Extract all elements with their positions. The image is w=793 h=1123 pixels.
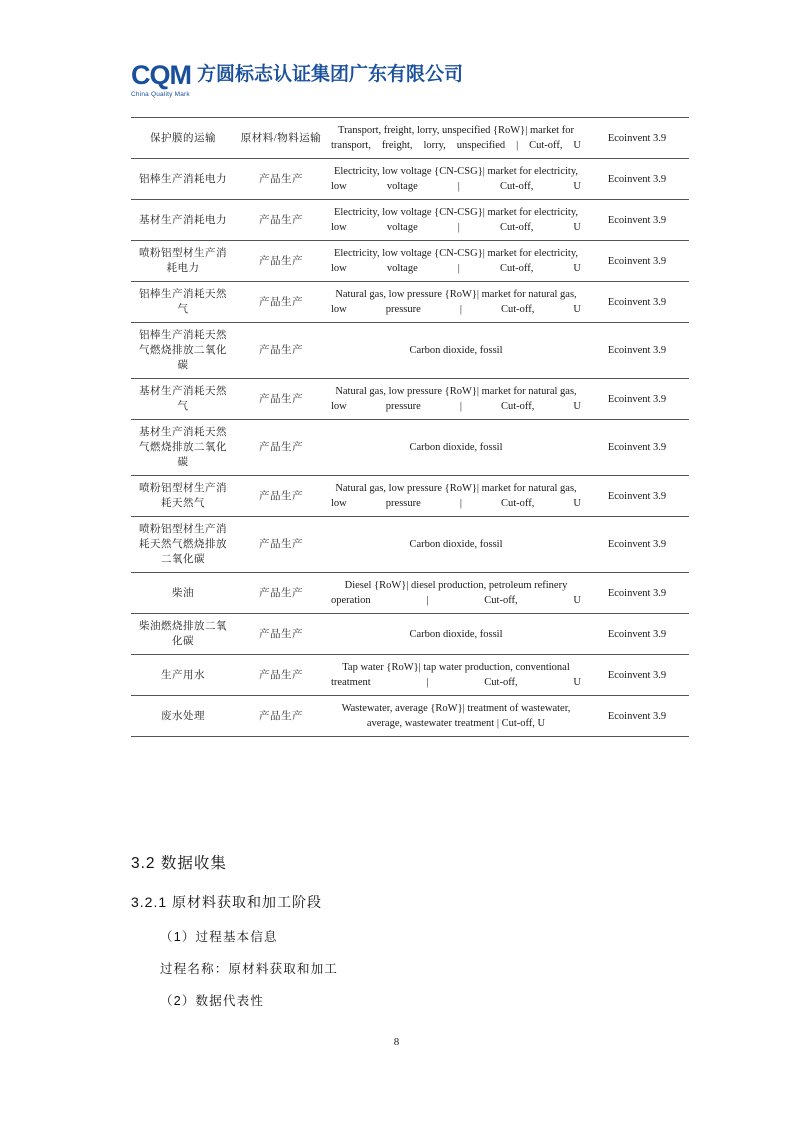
section-heading-3-2-1: 3.2.1 原材料获取和加工阶段 [131,894,323,910]
cell-source: Ecoinvent 3.9 [585,200,689,241]
cell-source: Ecoinvent 3.9 [585,573,689,614]
cell-dataset: Natural gas, low pressure {RoW}| market for natural gas, low pressure | Cut-off, U [327,379,585,420]
table-row [131,696,689,737]
cell-source: Ecoinvent 3.9 [585,655,689,696]
data-source-table [131,117,689,737]
table-row [131,614,689,655]
cell-name: 喷粉铝型材生产消耗天然气燃烧排放二氧化碳 [131,517,235,573]
table-row [131,118,689,159]
table-row [131,379,689,420]
cell-stage: 产品生产 [235,696,327,737]
cell-dataset: Carbon dioxide, fossil [327,323,585,379]
cell-name: 基材生产消耗天然气燃烧排放二氧化碳 [131,420,235,476]
cell-dataset: Carbon dioxide, fossil [327,420,585,476]
cqm-logo [131,62,191,98]
table-row [131,573,689,614]
document-header [131,62,463,98]
paragraph-process-name: 过程名称：原材料获取和加工 [160,962,339,976]
cell-dataset: Transport, freight, lorry, unspecified {RoW}| market for transport, freight, lorry, unspecified | Cut-off, U [327,118,585,159]
cell-name: 保护膜的运输 [131,118,235,159]
cell-name: 喷粉铝型材生产消耗电力 [131,241,235,282]
cell-stage: 产品生产 [235,323,327,379]
table-body [131,118,689,737]
cell-stage: 产品生产 [235,573,327,614]
cell-name: 基材生产消耗天然气 [131,379,235,420]
cell-source: Ecoinvent 3.9 [585,282,689,323]
cell-source: Ecoinvent 3.9 [585,614,689,655]
cell-dataset: Electricity, low voltage {CN-CSG}| market for electricity, low voltage | Cut-off, U [327,159,585,200]
paragraph-process-info: （1）过程基本信息 [160,930,278,944]
cell-name: 柴油 [131,573,235,614]
cell-name: 铝棒生产消耗电力 [131,159,235,200]
page-number: 8 [393,1036,400,1048]
table-row [131,517,689,573]
cell-stage: 产品生产 [235,517,327,573]
cell-stage: 产品生产 [235,420,327,476]
cell-source: Ecoinvent 3.9 [585,517,689,573]
table-row [131,159,689,200]
cell-name: 铝棒生产消耗天然气燃烧排放二氧化碳 [131,323,235,379]
cell-name: 喷粉铝型材生产消耗天然气 [131,476,235,517]
cell-name: 铝棒生产消耗天然气 [131,282,235,323]
cell-stage: 产品生产 [235,282,327,323]
cell-source: Ecoinvent 3.9 [585,476,689,517]
table-row [131,420,689,476]
logo-subtitle: China Quality Mark [131,91,190,98]
table-row [131,476,689,517]
data-source-table-wrapper [131,117,667,737]
cell-stage: 产品生产 [235,379,327,420]
cell-source: Ecoinvent 3.9 [585,696,689,737]
cell-name: 基材生产消耗电力 [131,200,235,241]
cell-name: 柴油燃烧排放二氧化碳 [131,614,235,655]
cell-dataset: Tap water {RoW}| tap water production, conventional treatment | Cut-off, U [327,655,585,696]
company-name: 方圆标志认证集团广东有限公司 [197,64,464,85]
cell-source: Ecoinvent 3.9 [585,323,689,379]
cell-dataset: Carbon dioxide, fossil [327,517,585,573]
table-row [131,323,689,379]
table-row [131,655,689,696]
cell-stage: 产品生产 [235,655,327,696]
cell-source: Ecoinvent 3.9 [585,379,689,420]
cell-source: Ecoinvent 3.9 [585,241,689,282]
cell-stage: 产品生产 [235,614,327,655]
table-row [131,282,689,323]
cell-source: Ecoinvent 3.9 [585,118,689,159]
cell-stage: 产品生产 [235,200,327,241]
table-row [131,241,689,282]
cell-dataset: Natural gas, low pressure {RoW}| market for natural gas, low pressure | Cut-off, U [327,282,585,323]
paragraph-data-representativeness: （2）数据代表性 [160,994,265,1008]
cell-source: Ecoinvent 3.9 [585,159,689,200]
cell-name: 废水处理 [131,696,235,737]
cell-name: 生产用水 [131,655,235,696]
cell-stage: 原材料/物料运输 [235,118,327,159]
cell-dataset: Electricity, low voltage {CN-CSG}| market for electricity, low voltage | Cut-off, U [327,200,585,241]
cell-source: Ecoinvent 3.9 [585,420,689,476]
section-heading-3-2: 3.2 数据收集 [131,855,227,872]
cell-stage: 产品生产 [235,159,327,200]
logo-mark-text: CQM [131,60,191,90]
cell-dataset: Diesel {RoW}| diesel production, petroleum refinery operation | Cut-off, U [327,573,585,614]
cell-stage: 产品生产 [235,476,327,517]
cell-dataset: Carbon dioxide, fossil [327,614,585,655]
cell-stage: 产品生产 [235,241,327,282]
cell-dataset: Electricity, low voltage {CN-CSG}| market for electricity, low voltage | Cut-off, U [327,241,585,282]
cell-dataset: Natural gas, low pressure {RoW}| market for natural gas, low pressure | Cut-off, U [327,476,585,517]
cell-dataset: Wastewater, average {RoW}| treatment of wastewater, average, wastewater treatment | Cut-off, U [327,696,585,737]
table-row [131,200,689,241]
